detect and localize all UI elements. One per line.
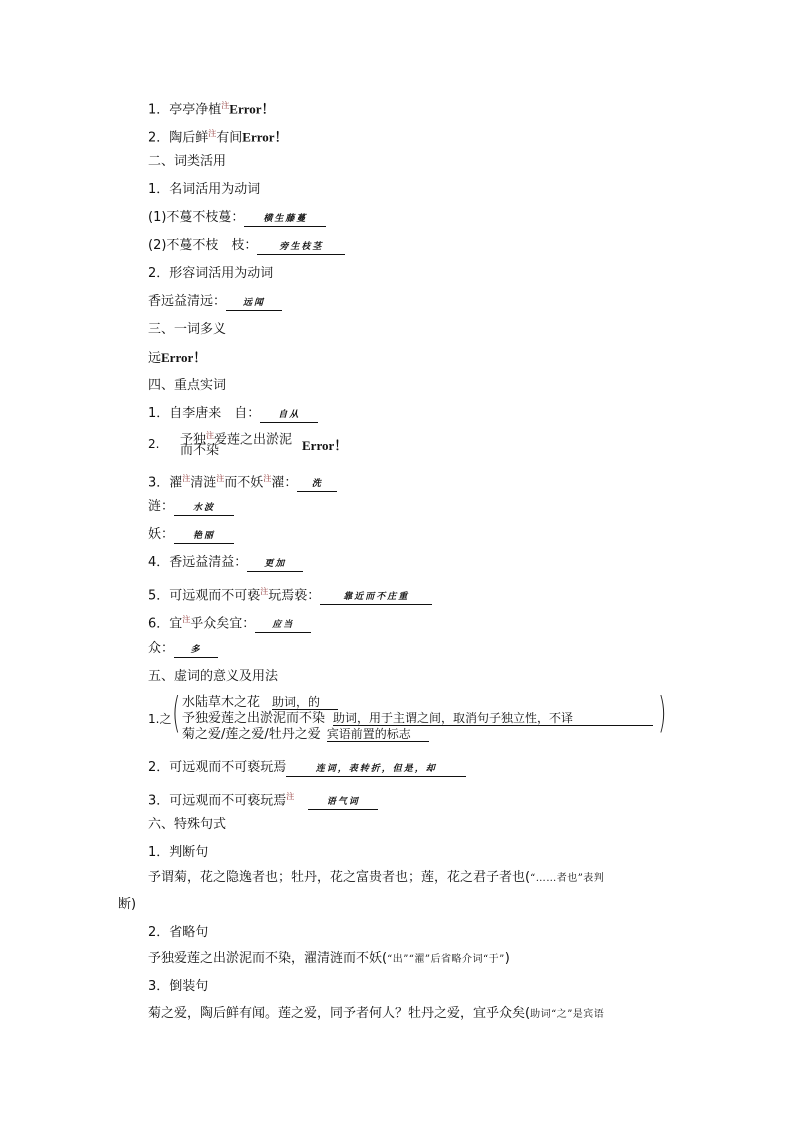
question-line: 3．濯$^注$清涟$^注$而不妖$^注$濯： 洗: [148, 471, 337, 492]
answer-blank: 宾语前置的标志: [327, 727, 429, 742]
paragraph-judgement: 予谓菊，花之隐逸者也；牡丹，花之富贵者也；莲，花之君子者也(“……者也”表判: [148, 870, 605, 885]
subsection-heading: 2．形容词活用为动词: [148, 266, 274, 281]
question-line: 2．可远观而不可亵玩焉 连词，表转折，但是，却: [148, 760, 466, 777]
note-marker: 注: [208, 129, 217, 138]
paragraph-continuation: 断): [118, 897, 137, 912]
note-marker: 注: [263, 474, 272, 483]
error-text: Error！: [302, 438, 348, 453]
answer-blank: 洗: [297, 477, 337, 492]
zhi-row-3: 菊之爱/莲之爱/牡丹之爱 宾语前置的标志: [182, 727, 429, 743]
subsection-heading: 3．倒装句: [148, 979, 209, 994]
note-marker: 注: [216, 474, 225, 483]
annotation-note: 助词“之”是宾语: [530, 1009, 605, 1020]
item-2-line2: 而不染: [180, 443, 220, 458]
answer-blank: 更加: [247, 557, 303, 572]
question-line: 6．宜$^注$乎众矣宜： 应当: [148, 612, 311, 633]
answer-blank: 自从: [260, 408, 318, 423]
left-brace-icon: (: [172, 688, 181, 737]
zhi-row-1: 水陆草木之花 助词，的: [182, 695, 338, 711]
section-heading-6: 六、特殊句式: [148, 817, 227, 832]
right-brace-icon: ): [658, 688, 667, 737]
zhi-row-2: 予独爱莲之出淤泥而不染 助词，用于主谓之间，取消句子独立性，不译: [182, 711, 653, 727]
error-text: Error！: [229, 101, 275, 117]
item-zhi-number: 1.之: [148, 712, 172, 726]
section-heading-4: 四、重点实词: [148, 378, 227, 393]
item-2-line1: 予独$^注$爱莲之出淤泥: [180, 431, 293, 448]
answer-blank: 助词，用于主谓之间，取消句子独立性，不译: [333, 711, 653, 726]
answer-blank: 水波: [174, 501, 234, 516]
question-line: 涟： 水波: [148, 499, 234, 516]
paragraph-ellipsis: 予独爱莲之出淤泥而不染，濯清涟而不妖(“出”“濯”后省略介词“于”): [148, 951, 510, 966]
note-marker: 注: [206, 431, 215, 440]
answer-blank: 助词，的: [272, 695, 338, 710]
answer-blank: 横生藤蔓: [244, 212, 326, 227]
answer-blank: 艳丽: [174, 529, 234, 544]
section-heading-3: 三、一词多义: [148, 322, 227, 337]
paragraph-inversion: 菊之爱，陶后鲜有闻。莲之爱，同予者何人？牡丹之爱，宜乎众矣(助词“之”是宾语: [148, 1006, 605, 1021]
question-line: (2)不蔓不枝 枝： 旁生枝茎: [148, 238, 345, 255]
annotation-note: “……者也”表判: [530, 873, 605, 884]
question-line: 1．自李唐来 自： 自从: [148, 406, 318, 423]
answer-blank: 应当: [255, 618, 311, 633]
answer-blank: 语气词: [308, 795, 378, 810]
note-marker: 注: [182, 474, 191, 483]
subsection-heading: 1．判断句: [148, 845, 209, 860]
annotation-note: “出”“濯”后省略介词“于”: [387, 954, 505, 965]
answer-blank: 多: [174, 643, 218, 658]
question-line: 5．可远观而不可亵$^注$玩焉亵： 靠近而不庄重: [148, 584, 432, 605]
question-line: 3．可远观而不可亵玩焉$^注$语气词: [148, 789, 378, 810]
section-heading-2: 二、词类活用: [148, 154, 227, 169]
question-line: 4．香远益清益： 更加: [148, 555, 303, 572]
question-line: (1)不蔓不枝蔓： 横生藤蔓: [148, 210, 326, 227]
answer-blank: 旁生枝茎: [257, 240, 345, 255]
subsection-heading: 2．省略句: [148, 925, 209, 940]
line-tingting: 1．亭亭净植$^注$Error！: [148, 101, 275, 118]
answer-blank: 靠近而不庄重: [320, 590, 432, 605]
note-marker: 注: [260, 587, 269, 596]
item-2-number: 2.: [148, 437, 160, 451]
answer-blank: 连词，表转折，但是，却: [286, 762, 466, 777]
note-marker: 注: [182, 615, 191, 624]
error-text: Error！: [242, 129, 288, 145]
question-line: 众： 多: [148, 641, 218, 658]
question-line: 香远益清远： 远闻: [148, 294, 282, 311]
subsection-heading: 1．名词活用为动词: [148, 182, 261, 197]
line-yuan: 远Error！: [148, 350, 207, 366]
section-heading-5: 五、虚词的意义及用法: [148, 669, 279, 684]
line-taohouxian: 2．陶后鲜$^注$有间Error！: [148, 129, 288, 146]
note-marker: 注: [286, 792, 295, 801]
answer-blank: 远闻: [226, 296, 282, 311]
question-line: 妖： 艳丽: [148, 527, 234, 544]
note-marker: 注: [221, 101, 230, 110]
error-text: Error！: [161, 350, 207, 365]
